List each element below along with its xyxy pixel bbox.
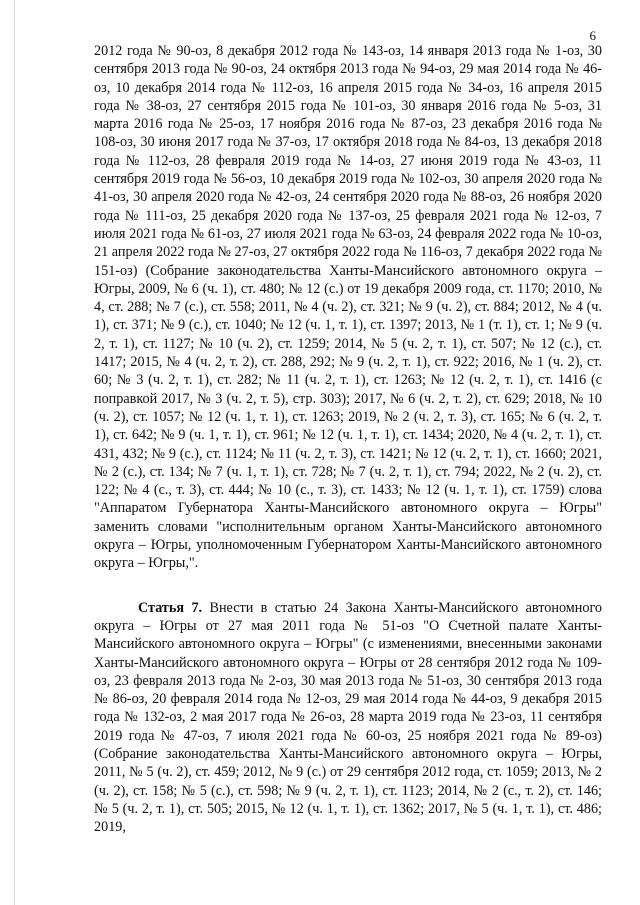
article-label: Статья 7. (138, 599, 203, 616)
paragraph-text: 2012 года № 90-оз, 8 декабря 2012 года № 143-оз, 14 января 2013 года № 1-оз, 30 сентября 2013 года № 90-оз, 24 октября 2013 года № 94-оз, 29 мая 2014 года № 46-оз, 10 декабря 2014 года № 112-оз, 16 апреля 2015 года № 34-оз, 16 апреля 2015 года № 38-оз, 27 сентября 2015 года № 101-оз, 30 января 2016 года № 5-оз, 31 марта 2016 года № 25-оз, 17 ноября 2016 года № 87-оз, 23 декабря 2016 года № 108-оз, 30 июня 2017 года № 37-оз, 17 октября 2018 года № 84-оз, 13 декабря 2018 года № 112-оз, 28 февраля 2019 года № 14-оз, 27 июня 2019 года № 43-оз, 11 сентября 2019 года № 56-оз, 10 декабря 2019 года № 102-оз, 30 апреля 2020 года № 41-оз, 30 апреля 2020 года № 42-оз, 24 сентября 2020 года № 88-оз, 26 ноября 2020 года № 111-оз, 25 декабря 2020 года № 137-оз, 25 февраля 2021 года № 12-оз, 7 июля 2021 года № 61-оз, 27 июля 2021 года № 63-оз, 24 февраля 2022 года № 10-оз, 21 апреля 2022 года № 27-оз, 27 октября 2022 года № 116-оз, 7 декабря 2022 года № 151-оз) (Собрание законодательства Ханты-Мансийского автономного округа – Югры, 2009, № 6 (ч. 1), ст. 480; № 12 (с.) от 19 декабря 2009 года, ст. 1170; 2010, № 4, ст. 288; № 7 (с.), ст. 558; 2011, № 4 (ч. 2), ст. 321; № 9 (ч. 2), ст. 884; 2012, № 4 (ч. 1), ст. 371; № 9 (с.), ст. 1040; № 12 (ч. 1, т. 1), ст. 1397; 2013, № 1 (т. 1), ст. 1; № 9 (ч. 2, т. 1), ст. 1127; № 10 (ч. 2), ст. 1259; 2014, № 5 (ч. 2, т. 1), ст. 507; № 12 (с.), ст. 1417; 2015, № 4 (ч. 2, т. 2), ст. 288, 292; № 9 (ч. 2, т. 1), ст. 922; 2016, № 1 (ч. 2), ст. 60; № 3 (ч. 2, т. 1), ст. 282; № 11 (ч. 2, т. 1), ст. 1263; № 12 (ч. 2, т. 1), ст. 1416 (с поправкой 2017, № 3 (ч. 2, т. 5), стр. 303); 2017, № 6 (ч. 2, т. 2), ст. 629; 2018, № 10 (ч. 2), ст. 1057; № 12 (ч. 1, т. 1), ст. 1263; 2019, № 2 (ч. 2, т. 3), ст. 165; № 6 (ч. 2, т. 1), ст. 642; № 9 (ч. 1, т. 1), ст. 961; № 12 (ч. 1, т. 1), ст. 1434; 2020, № 4 (ч. 2, т. 1), ст. 431, 432; № 9 (с.), ст. 1124; № 11 (ч. 2, т. 3), ст. 1421; № 12 (ч. 2, т. 1), ст. 1660; 2021, № 2 (с.), ст. 134; № 7 (ч. 1, т. 1), ст. 728; № 7 (ч. 2, т. 1), ст. 794; 2022, № 2 (ч. 2), ст. 122; № 4 (с., т. 3), ст. 444; № 10 (с., т. 3), ст. 1433; № 12 (ч. 1, т. 1), ст. 1759) слова "Аппаратом Губернатора Ханты-Мансийского автономного округа – Югры" заменить словами "исполнительным органом Ханты-Мансийского автономного округа – Югры, уполномоченным Губернатором Ханты-Мансийского автономного округа – Югры,". (94, 43, 602, 572)
article-text: Внести в статью 24 Закона Ханты-Мансийского автономного округа – Югры от 27 мая 2011 года № 51-оз "О Счетной палате Ханты-Мансийского автономного округа – Югры" (с изменениями, внесенными законами Ханты-Мансийского автономного округа – Югры от 28 сентября 2012 года № 109-оз, 23 февраля 2013 года № 2-оз, 30 мая 2013 года № 51-оз, 30 сентября 2013 года № 86-оз, 20 февраля 2014 года № 12-оз, 29 мая 2014 года № 44-оз, 9 декабря 2015 года № 132-оз, 2 мая 2017 года № 26-оз, 28 марта 2019 года № 23-оз, 11 сентября 2019 года № 47-оз, 7 июля 2021 года № 60-оз, 25 ноября 2021 года № 89-оз) (Собрание законодательства Ханты-Мансийского автономного округа – Югры, 2011, № 5 (ч. 2), ст. 459; 2012, № 9 (с.) от 29 сентября 2012 года, ст. 1059; 2013, № 2 (ч. 2), ст. 158; № 5 (с.), ст. 598; № 9 (ч. 2, т. 1), ст. 1123; 2014, № 2 (с., т. 2), ст. 146; № 5 (ч. 2, т. 1), ст. 505; 2015, № 12 (ч. 1, т. 1), ст. 1362; 2017, № 5 (ч. 1, т. 1), ст. 486; 2019, (94, 599, 603, 836)
page-edge-line (14, 0, 15, 905)
article-7-paragraph (94, 599, 602, 837)
page-number: 6 (589, 28, 596, 43)
document-body (94, 42, 602, 836)
paragraph-continuation (94, 42, 602, 573)
